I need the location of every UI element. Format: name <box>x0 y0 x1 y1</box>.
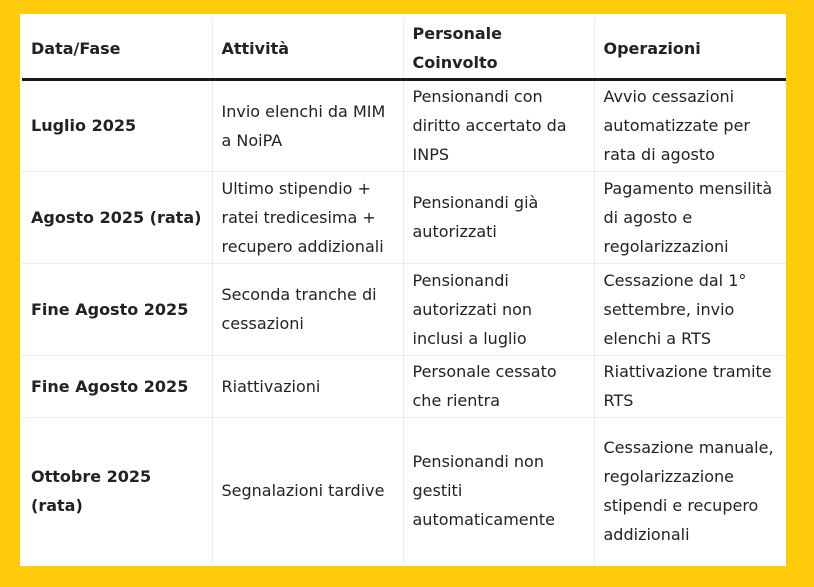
header-data-fase: Data/Fase <box>22 19 212 79</box>
table-row <box>22 417 786 564</box>
cell-personale: Pensionandi non gestiti automaticamente <box>403 417 594 564</box>
cell-personale: Personale cessato che rientra <box>403 355 594 417</box>
header-operazioni: Operazioni <box>594 19 786 79</box>
table-row <box>22 355 786 417</box>
cell-fase: Luglio 2025 <box>31 116 137 135</box>
schedule-table <box>22 19 786 564</box>
table-row <box>22 79 786 171</box>
cell-personale: Pensionandi già autorizzati <box>403 171 594 263</box>
cell-attivita: Invio elenchi da MIM a NoiPA <box>212 79 403 171</box>
cell-attivita: Seconda tranche di cessazioni <box>212 263 403 355</box>
cell-personale: Pensionandi con diritto accertato da INPS <box>403 79 594 171</box>
cell-fase: Agosto 2025 (rata) <box>31 207 202 227</box>
table-card <box>20 14 786 566</box>
cell-attivita: Ultimo stipendio + ratei tredicesima + recupero addizionali <box>212 171 403 263</box>
cell-attivita: Segnalazioni tardive <box>212 417 403 564</box>
cell-fase: Fine Agosto 2025 <box>31 376 189 396</box>
cell-operazioni: Pagamento mensilità di agosto e regolarizzazioni <box>594 171 786 263</box>
cell-operazioni: Avvio cessazioni automatizzate per rata di agosto <box>594 79 786 171</box>
cell-fase: Fine Agosto 2025 <box>31 299 189 319</box>
cell-fase: Ottobre 2025 (rata) <box>31 466 152 515</box>
cell-attivita: Riattivazioni <box>212 355 403 417</box>
header-personale-coinvolto: Personale Coinvolto <box>403 19 594 79</box>
cell-operazioni: Cessazione manuale, regolarizzazione stipendi e recupero addizionali <box>594 417 786 564</box>
table-row <box>22 171 786 263</box>
cell-operazioni: Riattivazione tramite RTS <box>594 355 786 417</box>
table-row <box>22 263 786 355</box>
cell-personale: Pensionandi autorizzati non inclusi a luglio <box>403 263 594 355</box>
table-header-row <box>22 19 786 79</box>
header-attivita: Attività <box>212 19 403 79</box>
cell-operazioni: Cessazione dal 1° settembre, invio elenchi a RTS <box>594 263 786 355</box>
